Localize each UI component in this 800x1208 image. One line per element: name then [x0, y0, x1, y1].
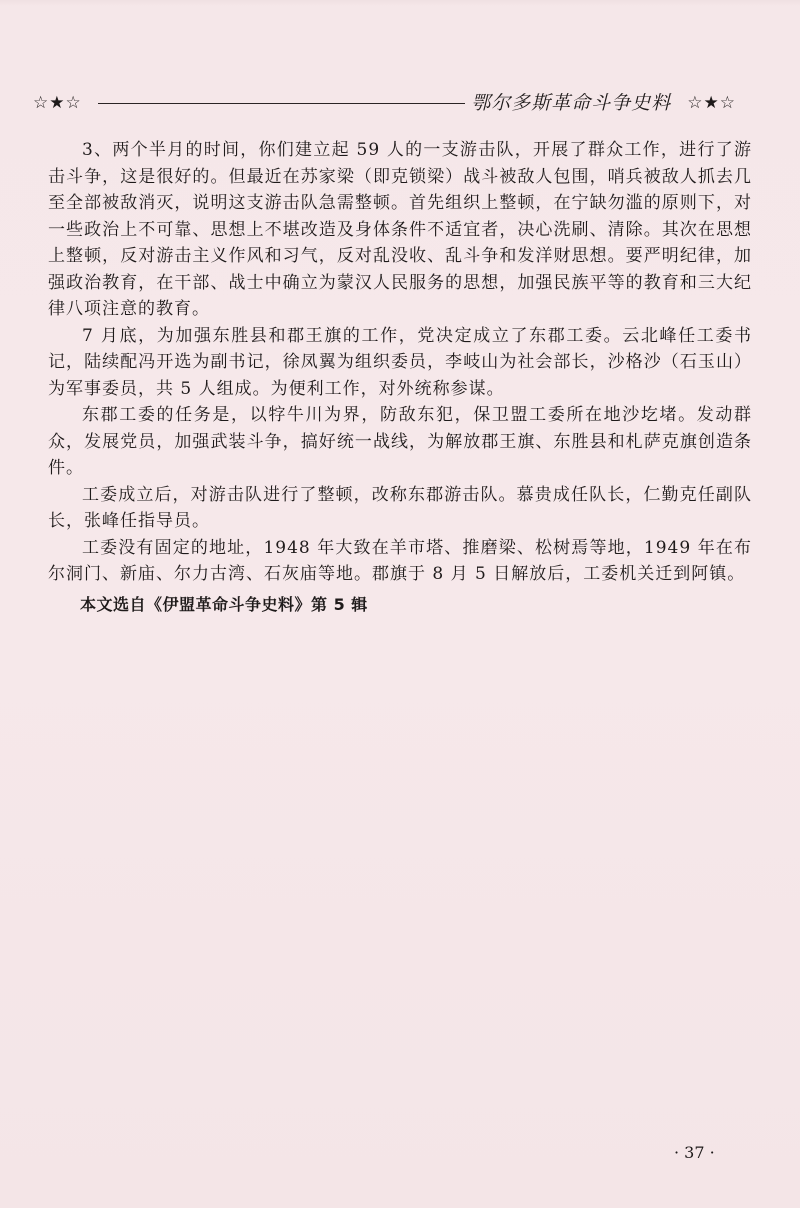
- source-note: 本文选自《伊盟革命斗争史料》第 5 辑: [80, 595, 368, 614]
- body-text: [48, 137, 752, 588]
- header-left-stars: ☆★☆: [33, 93, 82, 113]
- header-title: 鄂尔多斯革命斗争史料: [471, 92, 672, 114]
- paragraph: 7 月底，为加强东胜县和郡王旗的工作，党决定成立了东郡工委。云北峰任工委书记，陆续配冯开选为副书记，徐凤翼为组织委员，李岐山为社会部长，沙格沙（石玉山）为军事委员，共 5 人组成。为便利工作，对外统称参谋。: [48, 325, 752, 399]
- header-right-stars: ☆★☆: [687, 93, 736, 113]
- paragraph: 工委没有固定的地址，1948 年大致在羊市塔、推磨梁、松树焉等地，1949 年在布尔洞门、新庙、尔力古湾、石灰庙等地。郡旗于 8 月 5 日解放后，工委机关迁到阿镇。: [48, 537, 752, 584]
- page-number: · 37 ·: [674, 1143, 715, 1162]
- header-rule: [98, 103, 466, 104]
- running-header: [33, 92, 736, 114]
- paragraph: 东郡工委的任务是，以牸牛川为界，防敌东犯，保卫盟工委所在地沙圪堵。发动群众，发展党员，加强武装斗争，搞好统一战线，为解放郡王旗、东胜县和札萨克旗创造条件。: [48, 405, 752, 478]
- paragraph: 3、两个半月的时间，你们建立起 59 人的一支游击队，开展了群众工作，进行了游击斗争，这是很好的。但最近在苏家梁（即克锁梁）战斗被敌人包围，哨兵被敌人抓去几至全部被敌消灭，说明这支游击队急需整顿。首先组织上整顿，在宁缺勿滥的原则下，对一些政治上不可靠、思想上不堪改造及身体条件不适宜者，决心洗刷、清除。其次在思想上整顿，反对游击主义作风和习气，反对乱没收、乱斗争和发洋财思想。要严明纪律，加强政治教育，在干部、战士中确立为蒙汉人民服务的思想，加强民族平等的教育和三大纪律八项注意的教育。: [48, 140, 752, 319]
- paragraph: 工委成立后，对游击队进行了整顿，改称东郡游击队。慕贵成任队长，仁勤克任副队长，张峰任指导员。: [48, 484, 752, 531]
